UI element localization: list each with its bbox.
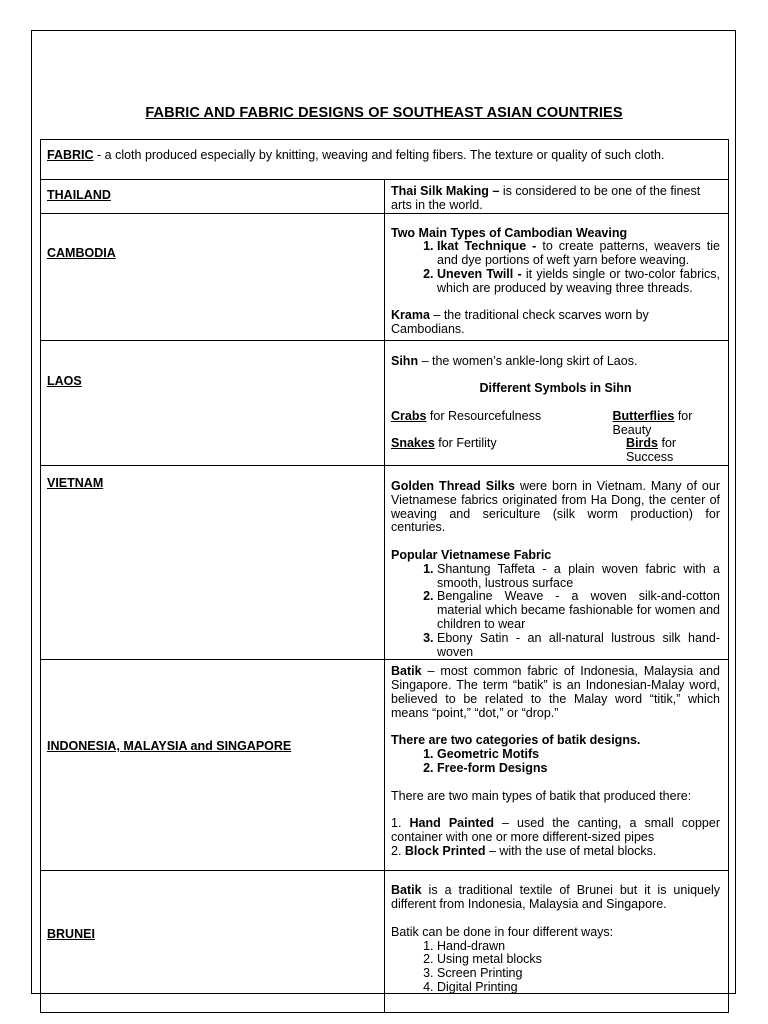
sihn-text: – the women’s ankle-long skirt of Laos. xyxy=(418,353,638,368)
brunei-batik xyxy=(391,884,720,912)
list-item: 3. Ebony Satin - an all-natural lustrous silk hand-woven xyxy=(437,632,720,660)
country-cell xyxy=(41,465,385,659)
list-item: 1. Hand-drawn xyxy=(437,940,720,954)
fabric-table xyxy=(40,139,729,1013)
batik-type-2 xyxy=(391,845,720,859)
country-name-indonesia-malaysia-singapore: INDONESIA, MALAYSIA and SINGAPORE xyxy=(47,739,292,754)
thai-silk-term: Thai Silk Making – xyxy=(391,184,500,198)
table-row-indonesia-malaysia-singapore xyxy=(41,660,729,871)
country-name-cambodia: CAMBODIA xyxy=(47,245,116,260)
type-text: – used the canting, a small copper container with one or more different-sized pipes xyxy=(391,816,720,844)
table-row-fabric xyxy=(41,140,729,180)
symbol-term: Butterflies xyxy=(612,408,675,423)
vietnam-fabric-list xyxy=(391,563,720,660)
table-row-cambodia xyxy=(41,213,729,340)
type-number: 2. xyxy=(391,843,405,858)
fabric-definition: - a cloth produced especially by knitting, weaving and felting fibers. The texture or quality of such cloth. xyxy=(93,148,665,162)
symbols-row xyxy=(391,437,720,465)
symbol-meaning: for Fertility xyxy=(434,436,497,451)
batik-categories-list xyxy=(391,748,720,776)
batik-term: Batik xyxy=(391,664,422,679)
symbols-heading: Different Symbols in Sihn xyxy=(479,381,632,396)
sihn-line xyxy=(391,355,720,369)
description-cell xyxy=(385,660,729,871)
golden-thread-text: were born in Vietnam. Many of our Vietnamese fabrics originated from Ha Dong, the center of weaving and sericulture (silk worm production) for centuries. xyxy=(391,478,720,535)
weaving-text: it yields single or two-color fabrics, which are produced by weaving three threads. xyxy=(437,266,720,295)
country-cell xyxy=(41,180,385,214)
krama-line xyxy=(391,309,720,337)
list-item: 3. Screen Printing xyxy=(437,967,720,981)
list-item: 2. Bengaline Weave - a woven silk-and-cotton material which became fashionable for women and children to wear xyxy=(437,590,720,631)
symbol-term: Birds xyxy=(626,436,658,451)
batik-types-intro: There are two main types of batik that produced there: xyxy=(391,788,692,803)
description-cell xyxy=(385,180,729,214)
list-item: 4. Digital Printing xyxy=(437,981,720,995)
popular-fabric-heading: Popular Vietnamese Fabric xyxy=(391,547,552,562)
batik-text: is a traditional textile of Brunei but it is uniquely different from Indonesia, Malaysia and Singapore. xyxy=(391,883,720,912)
symbol-meaning: for Success xyxy=(626,436,677,465)
krama-term: Krama xyxy=(391,308,430,323)
type-term: Hand Painted xyxy=(409,816,494,831)
symbol-term: Crabs xyxy=(391,408,427,423)
vietnam-intro xyxy=(391,480,720,535)
batik-term: Batik xyxy=(391,883,422,898)
country-cell xyxy=(41,660,385,871)
description-cell xyxy=(385,213,729,340)
thai-silk-text: is considered to be one of the finest arts in the world. xyxy=(391,184,701,212)
list-item: 1. Shantung Taffeta - a plain woven fabric with a smooth, lustrous surface xyxy=(437,563,720,591)
country-name-thailand: THAILAND xyxy=(47,188,111,202)
golden-thread-term: Golden Thread Silks xyxy=(391,478,515,493)
symbols-row xyxy=(391,410,720,438)
cambodia-weaving-list xyxy=(391,240,720,295)
weaving-term: Ikat Technique - xyxy=(437,239,537,254)
symbol-item xyxy=(391,437,626,465)
description-cell xyxy=(385,340,729,465)
list-item: 2. Free-form Designs xyxy=(437,762,720,776)
cambodia-heading: Two Main Types of Cambodian Weaving xyxy=(391,225,628,240)
symbol-item xyxy=(391,410,613,438)
weaving-term: Uneven Twill - xyxy=(437,266,522,281)
krama-text: – the traditional check scarves worn by Cambodians. xyxy=(391,308,649,337)
batik-categories-heading: There are two categories of batik designs. xyxy=(391,733,641,748)
fabric-term: FABRIC xyxy=(47,148,94,162)
description-cell xyxy=(385,871,729,1013)
country-cell xyxy=(41,340,385,465)
description-cell xyxy=(385,465,729,659)
sihn-term: Sihn xyxy=(391,353,419,368)
country-name-laos: LAOS xyxy=(47,373,82,388)
country-cell xyxy=(41,871,385,1013)
symbol-meaning: for Resourcefulness xyxy=(426,408,542,423)
document-title: FABRIC AND FABRIC DESIGNS OF SOUTHEAST ASIAN COUNTRIES xyxy=(145,105,623,121)
batik-type-1 xyxy=(391,817,720,845)
symbol-item xyxy=(626,437,720,465)
list-item: 2. Using metal blocks xyxy=(437,953,720,967)
table-row-brunei xyxy=(41,871,729,1013)
list-item xyxy=(437,268,720,296)
symbol-term: Snakes xyxy=(391,436,435,451)
list-item: 1. Geometric Motifs xyxy=(437,748,720,762)
symbol-item xyxy=(613,410,720,438)
symbol-meaning: for Beauty xyxy=(612,408,693,437)
list-item xyxy=(437,240,720,268)
type-term: Block Printed xyxy=(404,843,486,858)
country-name-brunei: BRUNEI xyxy=(47,927,95,942)
type-number: 1. xyxy=(391,816,410,831)
batik-ways-list xyxy=(391,940,720,995)
batik-text: – most common fabric of Indonesia, Malaysia and Singapore. The term “batik” is an Indonesian-Malay word, believed to be related to the Malay word “titik,” which means “point,” “dot,” or “drop.” xyxy=(391,664,720,720)
fabric-definition-cell xyxy=(41,140,729,180)
batik-definition xyxy=(391,665,720,720)
country-name-vietnam: VIETNAM xyxy=(47,475,104,490)
weaving-text: to create patterns, weavers tie and dye portions of weft yarn before weaving. xyxy=(437,239,720,268)
type-text: – with the use of metal blocks. xyxy=(485,843,657,858)
table-row-laos xyxy=(41,340,729,465)
table-row-vietnam xyxy=(41,465,729,659)
table-row-thailand xyxy=(41,180,729,214)
batik-ways-intro: Batik can be done in four different ways: xyxy=(391,924,614,939)
country-cell xyxy=(41,213,385,340)
